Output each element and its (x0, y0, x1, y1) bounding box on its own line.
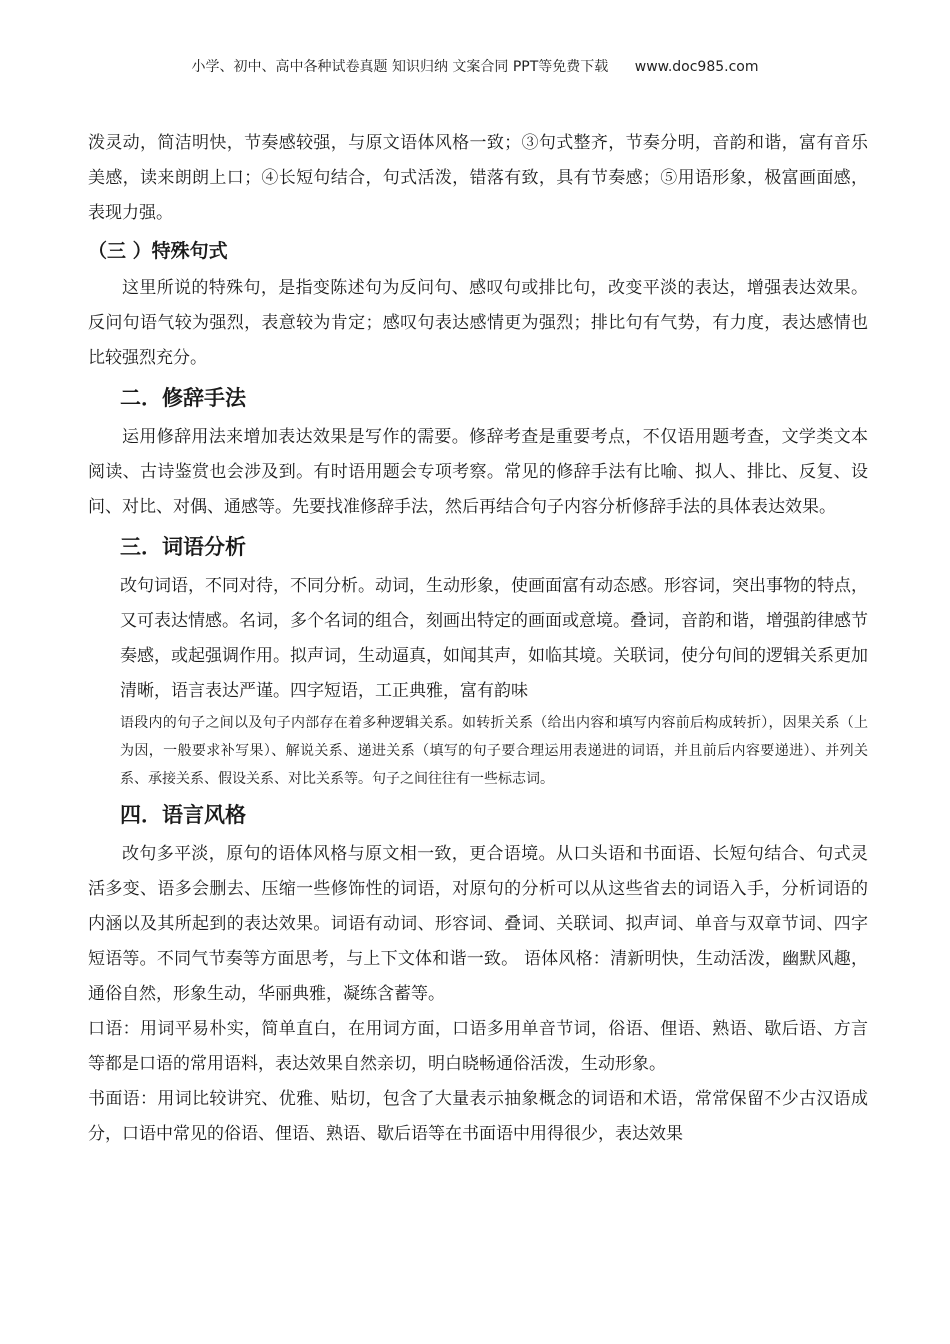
word-analysis-paragraph: 改句词语，不同对待，不同分析。动词，生动形象，使画面富有动态感。形容词，突出事物的特点，又可表达情感。名词，多个名词的组合，刻画出特定的画面或意境。叠词，音韵和谐，增强韵律感节奏感，或起强调作用。拟声词，生动逼真，如闻其声，如临其境。关联词，使分句间的逻辑关系更加清晰，语言表达严谨。四字短语，工正典雅，富有韵味 (120, 576, 868, 701)
special-sentences-paragraph: 这里所说的特殊句，是指变陈述句为反问句、感叹句或排比句，改变平淡的表达，增强表达效果。反问句语气较为强烈，表意较为肯定；感叹句表达感情更为强烈；排比句有气势，有力度，表达感情也比较强烈充分。 (88, 278, 868, 368)
rhetoric-paragraph: 运用修辞用法来增加表达效果是写作的需要。修辞考查是重要考点，不仅语用题考查，文学类文本阅读、古诗鉴赏也会涉及到。有时语用题会专项考察。常见的修辞手法有比喻、拟人、排比、反复、设问、对比、对偶、通感等。先要找准修辞手法，然后再结合句子内容分析修辞手法的具体表达效果。 (88, 427, 868, 517)
section-heading-special-sentences: （三 ）特殊句式 (88, 240, 228, 262)
document-body (88, 126, 868, 1152)
oral-language-paragraph: 口语：用词平易朴实，简单直白，在用词方面，口语多用单音节词，俗语、俚语、熟语、歇后语、方言等都是口语的常用语料，表达效果自然亲切，明白晓畅通俗活泼，生动形象。 (88, 1019, 868, 1074)
continued-paragraph: 泼灵动，简洁明快，节奏感较强，与原文语体风格一致；③句式整齐，节奏分明，音韵和谐，富有音乐美感，读来朗朗上口；④长短句结合，句式活泼，错落有致，具有节奏感；⑤用语形象，极富画面感，表现力强。 (88, 133, 868, 223)
written-language-paragraph: 书面语：用词比较讲究、优雅、贴切，包含了大量表示抽象概念的词语和术语，常常保留不少古汉语成分，口语中常见的俗语、俚语、熟语、歇后语等在书面语中用得很少，表达效果 (88, 1089, 868, 1144)
header-banner-text: 小学、初中、高中各种试卷真题 知识归纳 文案合同 PPT等免费下载 (191, 59, 609, 75)
heading-word-analysis: 三．词语分析 (120, 535, 246, 559)
heading-rhetoric: 二．修辞手法 (120, 386, 246, 410)
heading-language-style: 四．语言风格 (120, 803, 246, 827)
page-header (0, 56, 950, 76)
header-site-link[interactable]: www.doc985.com (634, 59, 759, 75)
logic-relations-paragraph: 语段内的句子之间以及句子内部存在着多种逻辑关系。如转折关系（给出内容和填写内容前后构成转折），因果关系（上为因，一般要求补写果）、解说关系、递进关系（填写的句子要合理运用表递进的词语，并且前后内容要递进）、并列关系、承接关系、假设关系、对比关系等。句子之间往往有一些标志词。 (120, 715, 868, 787)
language-style-paragraph: 改句多平淡，原句的语体风格与原文相一致，更合语境。从口头语和书面语、长短句结合、句式灵活多变、语多会删去、压缩一些修饰性的词语，对原句的分析可以从这些省去的词语入手，分析词语的内涵以及其所起到的表达效果。词语有动词、形容词、叠词、关联词、拟声词、单音与双章节词、四字短语等。不同气节奏等方面思考，与上下文体和谐一致。 语体风格：清新明快，生动活泼，幽默风趣，通俗自然，形象生动，华丽典雅，凝练含蓄等。 (88, 844, 868, 1004)
